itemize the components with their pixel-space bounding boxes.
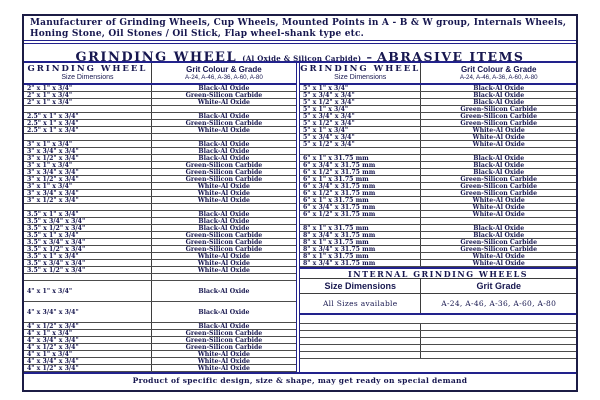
size-dimension-cell: 4" x 3/4" x 3/4" bbox=[24, 302, 152, 322]
internal-grinding-wheels-section bbox=[300, 267, 576, 315]
empty-cell bbox=[300, 331, 421, 337]
grit-grade-cell: Green-Silicon Carbide bbox=[185, 343, 263, 351]
size-dimension-cell: 3" x 3/4" x 3/4" bbox=[24, 190, 152, 196]
size-dimension-cell bbox=[300, 148, 421, 154]
grit-grade-cell: Black-Al Oxide bbox=[198, 112, 250, 120]
size-dimension-cell: 6" x 3/4" x 31.75 mm bbox=[300, 162, 421, 168]
right-grinding-wheel-table bbox=[300, 63, 576, 372]
size-dimension-cell: 6" x 1/2" x 31.75 mm bbox=[300, 211, 421, 217]
size-dimension-cell: 8" x 1" x 31.75 mm bbox=[300, 253, 421, 259]
grit-grade-cell bbox=[421, 148, 576, 154]
grit-grade-cell bbox=[152, 204, 296, 210]
empty-cell bbox=[421, 352, 576, 358]
internal-section-row bbox=[300, 294, 576, 313]
grit-grade-cell: White-Al Oxide bbox=[197, 364, 250, 372]
empty-cell bbox=[300, 352, 421, 358]
grit-grade-cell: White-Al Oxide bbox=[197, 266, 250, 274]
grit-grade-cell: Green-Silicon Carbide bbox=[460, 238, 538, 246]
grit-grade-cell: Green-Silicon Carbide bbox=[460, 245, 538, 253]
grit-grade-cell: Green-Silicon Carbide bbox=[185, 175, 263, 183]
table-row bbox=[24, 365, 296, 372]
size-dimension-cell: 6" x 3/4" x 31.75 mm bbox=[300, 204, 421, 210]
left-grinding-wheel-table bbox=[24, 63, 300, 372]
size-dimension-cell: 6" x 1/2" x 31.75 mm bbox=[300, 169, 421, 175]
grit-grade-cell: White-Al Oxide bbox=[472, 259, 525, 267]
table-row bbox=[300, 260, 576, 267]
grit-grade-cell: Green-Silicon Carbide bbox=[185, 168, 263, 176]
size-dimension-cell: 3.5" x 1/2" x 3/4" bbox=[24, 246, 152, 252]
spacer-row bbox=[24, 274, 296, 281]
size-dimension-cell: 3" x 1/2" x 3/4" bbox=[24, 155, 152, 161]
size-dimension-cell: 3.5" x 3/4" x 3/4" bbox=[24, 260, 152, 266]
size-dimension-cell: 5" x 1" x 3/4" bbox=[300, 106, 421, 112]
document-page bbox=[22, 14, 578, 392]
grit-grade-cell: Black-Al Oxide bbox=[198, 287, 250, 295]
grit-grade-cell: Black-Al Oxide bbox=[473, 84, 525, 92]
size-dimension-cell: 6" x 1" x 31.75 mm bbox=[300, 197, 421, 203]
grit-grade-cell: Black-Al Oxide bbox=[473, 168, 525, 176]
internal-grade-header: Grit Grade bbox=[476, 281, 521, 291]
manufacturer-line-2: Honing Stone, Oil Stones / Oil Stick, Flap wheel-shank type etc. bbox=[30, 29, 365, 39]
grit-grade-cell: Green-Silicon Carbide bbox=[185, 91, 263, 99]
tables-area bbox=[24, 63, 576, 374]
grit-grade-cell: Green-Silicon Carbide bbox=[460, 112, 538, 120]
grit-grade-cell: White-Al Oxide bbox=[197, 196, 250, 204]
table-row bbox=[24, 281, 296, 302]
size-dimension-cell: 2.5" x 1" x 3/4" bbox=[24, 120, 152, 126]
size-dimension-cell: 3" x 1" x 3/4" bbox=[24, 183, 152, 189]
size-dimension-cell: 3" x 1/2" x 3/4" bbox=[24, 197, 152, 203]
empty-row bbox=[300, 324, 576, 331]
grit-grade-cell: Black-Al Oxide bbox=[198, 210, 250, 218]
table-row bbox=[24, 99, 296, 106]
grit-grade-cell bbox=[421, 218, 576, 224]
size-dimension-cell: 6" x 1" x 31.75 mm bbox=[300, 176, 421, 182]
grit-grade-cell: Green-Silicon Carbide bbox=[185, 238, 263, 246]
grit-grade-cell: Green-Silicon Carbide bbox=[460, 119, 538, 127]
size-dimension-cell: 3" x 3/4" x 3/4" bbox=[24, 169, 152, 175]
table-row bbox=[24, 197, 296, 204]
grit-grade-cell: White-Al Oxide bbox=[197, 350, 250, 358]
size-dimension-cell bbox=[24, 274, 152, 280]
right-table-header bbox=[300, 63, 576, 85]
size-dimension-cell: 8" x 1" x 31.75 mm bbox=[300, 239, 421, 245]
size-dimension-cell: 5" x 3/4" x 3/4" bbox=[300, 113, 421, 119]
internal-section-header bbox=[300, 279, 576, 294]
grit-grade-cell: White-Al Oxide bbox=[472, 252, 525, 260]
size-dimension-cell: 2" x 1" x 3/4" bbox=[24, 92, 152, 98]
table-row bbox=[24, 302, 296, 323]
size-dimension-cell: 5" x 1" x 3/4" bbox=[300, 85, 421, 91]
size-dimension-cell: 4" x 3/4" x 3/4" bbox=[24, 337, 152, 343]
size-dimension-cell: 3.5" x 3/4" x 3/4" bbox=[24, 239, 152, 245]
size-dimension-cell: 5" x 1/2" x 3/4" bbox=[300, 120, 421, 126]
size-dimension-cell: 3" x 1" x 3/4" bbox=[24, 162, 152, 168]
empty-rows-area bbox=[300, 324, 576, 359]
grit-grade-cell: Green-Silicon Carbide bbox=[185, 119, 263, 127]
grit-grade-cell: White-Al Oxide bbox=[197, 252, 250, 260]
internal-size-header: Size Dimensions bbox=[300, 279, 421, 293]
size-dimension-cell: 8" x 1" x 31.75 mm bbox=[300, 225, 421, 231]
grit-grade-cell: Black-Al Oxide bbox=[473, 161, 525, 169]
size-dimension-cell: 3" x 1" x 3/4" bbox=[24, 141, 152, 147]
grit-grade-cell: Black-Al Oxide bbox=[473, 98, 525, 106]
grit-grade-cell: White-Al Oxide bbox=[197, 98, 250, 106]
size-dimension-cell: 8" x 3/4" x 31.75 mm bbox=[300, 260, 421, 266]
size-dimension-cell bbox=[300, 218, 421, 224]
empty-row bbox=[300, 338, 576, 345]
grit-grade-cell: Black-Al Oxide bbox=[198, 84, 250, 92]
size-dimension-cell: 5" x 1/2" x 3/4" bbox=[300, 141, 421, 147]
grit-grade-cell: Green-Silicon Carbide bbox=[185, 329, 263, 337]
size-column-header: GRINDING WHEEL Size Dimensions bbox=[24, 63, 152, 83]
size-dimension-cell: 5" x 3/4" x 3/4" bbox=[300, 134, 421, 140]
size-dimension-cell: 3.5" x 1" x 3/4" bbox=[24, 211, 152, 217]
grit-grade-cell: White-Al Oxide bbox=[472, 140, 525, 148]
grit-grade-cell: Black-Al Oxide bbox=[473, 224, 525, 232]
right-table-body bbox=[300, 85, 576, 267]
size-dimension-cell: 4" x 3/4" x 3/4" bbox=[24, 358, 152, 364]
size-dimension-cell: 3" x 3/4" x 3/4" bbox=[24, 148, 152, 154]
size-dimension-cell: 5" x 3/4" x 3/4" bbox=[300, 92, 421, 98]
grit-grade-cell: White-Al Oxide bbox=[472, 126, 525, 134]
internal-section-title: INTERNAL GRINDING WHEELS bbox=[300, 269, 576, 279]
empty-row bbox=[300, 331, 576, 338]
size-dimension-cell: 2" x 1" x 3/4" bbox=[24, 85, 152, 91]
grit-grade-cell: Green-Silicon Carbide bbox=[460, 189, 538, 197]
grit-grade-cell: White-Al Oxide bbox=[197, 182, 250, 190]
grit-grade-cell bbox=[152, 106, 296, 112]
grit-grade-cell: White-Al Oxide bbox=[197, 189, 250, 197]
grade-column-header: Grit Colour & Grade A-24, A-46, A-36, A-60, A-80 bbox=[185, 65, 263, 81]
empty-cell bbox=[421, 331, 576, 337]
internal-size-value: All Sizes available bbox=[300, 294, 421, 313]
left-table-header bbox=[24, 63, 296, 85]
spacer-row bbox=[300, 315, 576, 324]
grit-grade-cell: Black-Al Oxide bbox=[473, 231, 525, 239]
empty-cell bbox=[421, 338, 576, 344]
table-row bbox=[300, 141, 576, 148]
size-dimension-cell: 8" x 3/4" x 31.75 mm bbox=[300, 232, 421, 238]
size-dimension-cell: 5" x 1/2" x 3/4" bbox=[300, 99, 421, 105]
grit-grade-cell: Green-Silicon Carbide bbox=[185, 336, 263, 344]
manufacturer-header bbox=[24, 16, 576, 44]
grit-grade-cell: Green-Silicon Carbide bbox=[460, 105, 538, 113]
size-dimension-cell: 2.5" x 1" x 3/4" bbox=[24, 127, 152, 133]
empty-row bbox=[300, 345, 576, 352]
grit-grade-cell: White-Al Oxide bbox=[197, 259, 250, 267]
empty-cell bbox=[421, 345, 576, 351]
title-subtext: (Al Oxide & Silicon Carbide) bbox=[242, 54, 362, 63]
grit-grade-cell: Green-Silicon Carbide bbox=[185, 161, 263, 169]
size-column-header: GRINDING WHEEL Size Dimensions bbox=[300, 63, 421, 83]
size-dimension-cell: 4" x 1/2" x 3/4" bbox=[24, 323, 152, 329]
grit-grade-cell: Black-Al Oxide bbox=[198, 308, 250, 316]
size-dimension-cell: 4" x 1" x 3/4" bbox=[24, 281, 152, 301]
size-dimension-cell: 3.5" x 1" x 3/4" bbox=[24, 253, 152, 259]
grit-grade-cell: White-Al Oxide bbox=[197, 357, 250, 365]
table-row bbox=[24, 127, 296, 134]
size-dimension-cell: 3.5" x 1/2" x 3/4" bbox=[24, 225, 152, 231]
grit-grade-cell: Green-Silicon Carbide bbox=[185, 245, 263, 253]
size-dimension-cell bbox=[24, 204, 152, 210]
grit-grade-cell: White-Al Oxide bbox=[472, 196, 525, 204]
title-main: GRINDING WHEEL bbox=[75, 50, 238, 65]
size-dimension-cell bbox=[24, 106, 152, 112]
size-dimension-cell: 3.5" x 1" x 3/4" bbox=[24, 232, 152, 238]
size-dimension-cell: 4" x 1" x 3/4" bbox=[24, 351, 152, 357]
empty-cell bbox=[300, 338, 421, 344]
grit-grade-cell bbox=[152, 134, 296, 140]
grit-grade-cell: White-Al Oxide bbox=[472, 133, 525, 141]
left-table-body bbox=[24, 85, 296, 372]
size-dimension-cell bbox=[24, 134, 152, 140]
grit-grade-cell: Black-Al Oxide bbox=[198, 140, 250, 148]
empty-cell bbox=[300, 345, 421, 351]
size-dimension-cell: 2" x 1" x 3/4" bbox=[24, 99, 152, 105]
grade-column-header: Grit Colour & Grade A-24, A-46, A-36, A-60, A-80 bbox=[459, 65, 538, 81]
footer-note: Product of specific design, size & shape, may get ready on special demand bbox=[132, 376, 468, 385]
empty-cell bbox=[421, 324, 576, 330]
size-dimension-cell: 8" x 3/4" x 31.75 mm bbox=[300, 246, 421, 252]
grit-grade-cell: Black-Al Oxide bbox=[198, 217, 250, 225]
title-suffix: ABRASIVE ITEMS bbox=[377, 49, 525, 64]
size-dimension-cell: 3" x 1/2" x 3/4" bbox=[24, 176, 152, 182]
table-row bbox=[300, 211, 576, 218]
grit-grade-cell: Black-Al Oxide bbox=[198, 224, 250, 232]
grit-grade-cell: Green-Silicon Carbide bbox=[460, 182, 538, 190]
empty-row bbox=[300, 352, 576, 359]
size-dimension-cell: 4" x 1/2" x 3/4" bbox=[24, 365, 152, 371]
size-dimension-cell: 6" x 3/4" x 31.75 mm bbox=[300, 183, 421, 189]
size-dimension-cell: 4" x 1" x 3/4" bbox=[24, 330, 152, 336]
size-dimension-cell: 6" x 1" x 31.75 mm bbox=[300, 155, 421, 161]
grit-grade-cell: Green-Silicon Carbide bbox=[460, 175, 538, 183]
size-dimension-cell: 3.5" x 3/4" x 3/4" bbox=[24, 218, 152, 224]
grit-grade-cell bbox=[152, 274, 296, 280]
size-dimension-cell: 3.5" x 1/2" x 3/4" bbox=[24, 267, 152, 273]
grit-grade-cell: Black-Al Oxide bbox=[473, 91, 525, 99]
size-dimension-cell: 5" x 1" x 3/4" bbox=[300, 127, 421, 133]
size-dimension-cell: 2.5" x 1" x 3/4" bbox=[24, 113, 152, 119]
grit-grade-cell: White-Al Oxide bbox=[197, 126, 250, 134]
grit-grade-cell: White-Al Oxide bbox=[472, 210, 525, 218]
grit-grade-cell: Black-Al Oxide bbox=[198, 322, 250, 330]
manufacturer-line-1: Manufacturer of Grinding Wheels, Cup Wheels, Mounted Points in A - B & W group, Internals Wheels, bbox=[30, 18, 567, 28]
size-dimension-cell: 6" x 1/2" x 31.75 mm bbox=[300, 190, 421, 196]
grit-grade-cell: Green-Silicon Carbide bbox=[185, 231, 263, 239]
size-dimension-cell: 4" x 1/2" x 3/4" bbox=[24, 344, 152, 350]
page-title bbox=[24, 44, 576, 63]
empty-cell bbox=[300, 324, 421, 330]
grit-grade-cell: Black-Al Oxide bbox=[198, 147, 250, 155]
grit-grade-cell: White-Al Oxide bbox=[472, 203, 525, 211]
grit-grade-cell: Black-Al Oxide bbox=[473, 154, 525, 162]
grit-grade-cell: Black-Al Oxide bbox=[198, 154, 250, 162]
table-row bbox=[24, 267, 296, 274]
internal-grade-value: A-24, A-46, A-36, A-60, A-80 bbox=[441, 299, 557, 308]
title-separator: – bbox=[366, 51, 373, 64]
